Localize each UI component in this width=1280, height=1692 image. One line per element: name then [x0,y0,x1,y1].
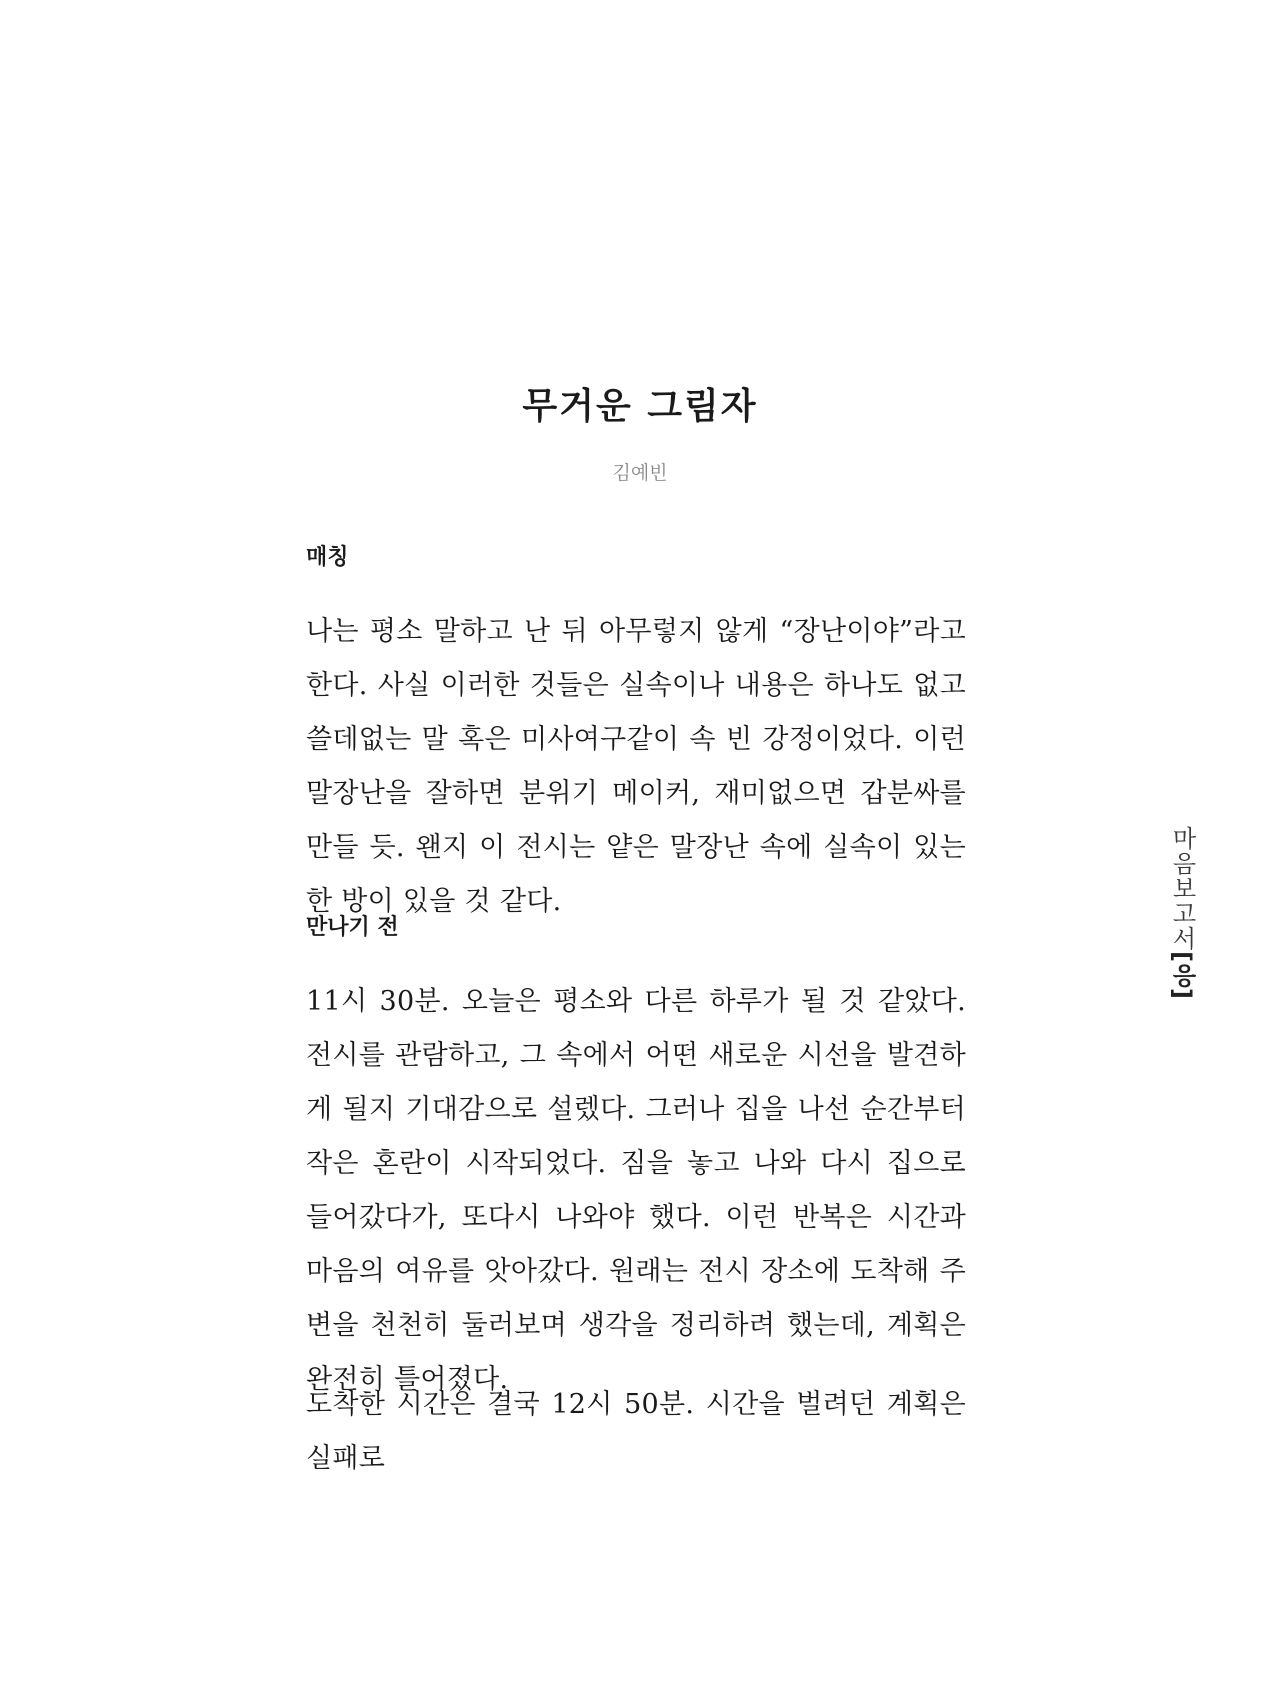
section-heading: 만나기 전 [306,915,399,940]
section-paragraph: 나는 평소 말하고 난 뒤 아무렇지 않게 “장난이야”라고 한다. 사실 이러한 것들은 실속이나 내용은 하나도 없고 쓸데없는 말 혹은 미사여구같이 속 빈 강정이었다. 이런 말장난을 잘하면 분위기 메이커, 재미없으면 갑분싸를 만들 듯. 왠지 이 전시는 얕은 말장난 속에 실속이 있는 한 방이 있을 것 같다. [306,616,966,917]
section-matching [306,540,966,929]
section-paragraph: 11시 30분. 오늘은 평소와 다른 하루가 될 것 같았다. 전시를 관람하고, 그 속에서 어떤 새로운 시선을 발견하게 될지 기대감으로 설렜다. 그러나 집을 나선 순간부터 작은 혼란이 시작되었다. 짐을 놓고 나와 다시 집으로 들어갔다가, 또다시 나와야 했다. 이런 반복은 시간과 마음의 여유를 앗아갔다. 원래는 전시 장소에 도착해 주변을 천천히 둘러보며 생각을 정리하려 했는데, 계획은 완전히 틀어졌다. [306,986,966,1395]
side-label-text: 마음보고서 [1168,826,1196,951]
section-paragraph: 도착한 시간은 결국 12시 50분. 시간을 벌려던 계획은 실패로 [306,1389,966,1474]
side-running-header [1160,826,1200,1000]
section-heading: 매칭 [306,545,349,570]
article-title: 무거운 그림자 [522,385,758,427]
side-label-accent: [응] [1168,951,1196,1000]
section-before-meeting [306,910,966,1407]
section-arrival [306,1378,966,1486]
author-name: 김예빈 [612,462,668,484]
